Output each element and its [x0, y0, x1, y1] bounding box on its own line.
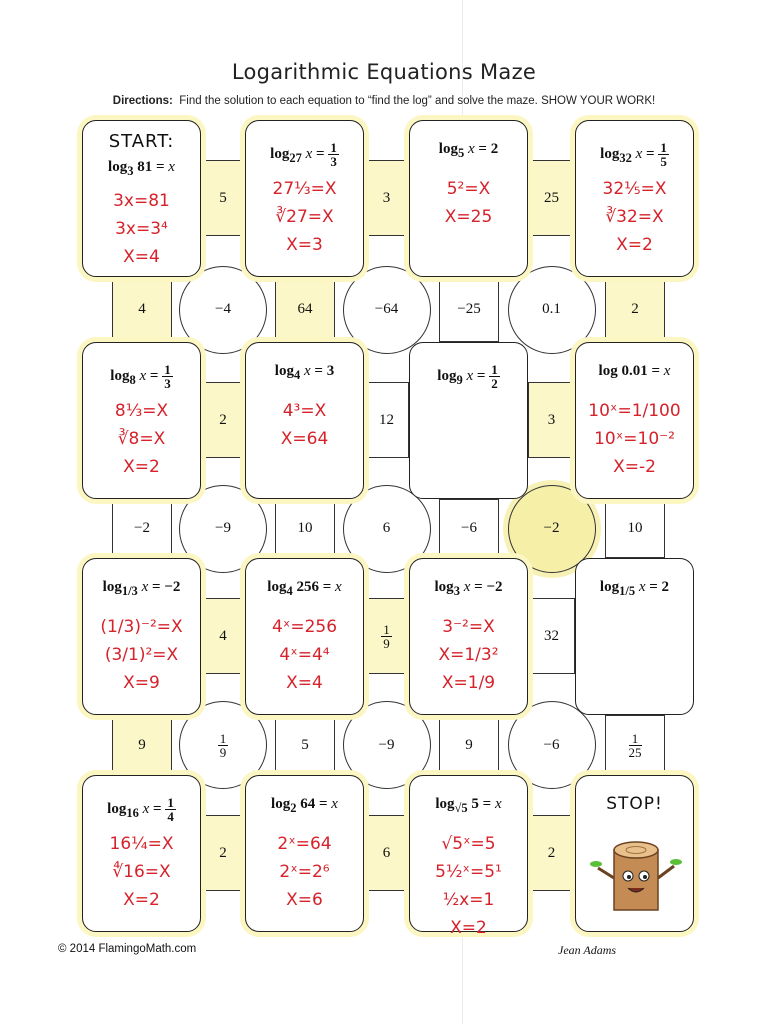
work-line: 4ˣ=256 [271, 617, 338, 637]
work-line: ½x=1 [442, 890, 495, 910]
equation-box[interactable] [82, 775, 201, 932]
work-line: √5ˣ=5 [441, 834, 496, 854]
work-line: 8⅓=X [114, 401, 169, 421]
handwritten-work [91, 830, 192, 914]
connector-answer[interactable]: −6 [439, 499, 499, 558]
work-line: 2ˣ=2⁶ [279, 862, 330, 882]
connector-answer[interactable]: 10 [275, 499, 335, 558]
work-line: 5½ˣ=5¹ [435, 862, 502, 882]
handwritten-work [418, 175, 519, 231]
equation: $\log_2 64 = x$ [271, 796, 338, 815]
connector-answer[interactable]: −25 [439, 277, 499, 342]
log-character-icon [586, 828, 686, 918]
handwritten-work [418, 830, 519, 942]
author: Jean Adams [558, 943, 617, 957]
work-line: 10ˣ=1/100 [588, 401, 681, 421]
connector-answer[interactable]: 9 [112, 715, 172, 775]
connector-answer[interactable]: 5 [201, 160, 245, 236]
work-line: X=4 [286, 673, 323, 693]
equation-box[interactable] [409, 120, 528, 277]
circle-answer[interactable]: −6 [508, 701, 596, 789]
circle-answer[interactable]: −2 [508, 485, 596, 573]
work-line: (3/1)²=X [104, 645, 179, 665]
circle-answer[interactable]: 6 [343, 485, 431, 573]
work-line: 4³=X [282, 401, 327, 421]
connector-answer[interactable]: 6 [364, 815, 409, 891]
connector-answer[interactable]: 4 [112, 277, 172, 342]
work-line: 4ˣ=4⁴ [279, 645, 330, 665]
stop-label: STOP! [606, 794, 663, 814]
work-line: X=2 [123, 890, 160, 910]
equation-box[interactable] [82, 342, 201, 499]
equation-box[interactable] [245, 558, 364, 715]
connector-answer[interactable]: 9 [439, 715, 499, 775]
equation: $\log_{1/3} x = -2$ [102, 579, 181, 598]
circle-answer[interactable]: −4 [179, 266, 267, 354]
work-line: 27⅓=X [272, 179, 337, 199]
equation-box[interactable] [82, 120, 201, 277]
work-line: X=1/3² [438, 645, 499, 665]
equation: log 0.01 = x [598, 363, 671, 379]
work-line: X=2 [616, 235, 653, 255]
work-line: 32⅕=X [602, 179, 667, 199]
page-title: Logarithmic Equations Maze [231, 60, 537, 84]
equation-box[interactable] [409, 775, 528, 938]
work-line: X=1/9 [441, 673, 496, 693]
circle-answer[interactable]: $\frac{1}{9}$ [179, 701, 267, 789]
work-line: 3x=81 [113, 191, 170, 211]
equation-box[interactable] [575, 558, 694, 715]
stop-box[interactable] [575, 775, 694, 932]
work-line: 5²=X [446, 179, 491, 199]
connector-answer[interactable]: 12 [364, 382, 409, 458]
connector-answer[interactable]: 5 [275, 715, 335, 775]
connector-answer[interactable]: 64 [275, 277, 335, 342]
handwritten-work [91, 397, 192, 481]
connector-answer[interactable]: −2 [112, 499, 172, 558]
connector-answer[interactable]: 3 [364, 160, 409, 236]
equation-box[interactable] [575, 120, 694, 277]
work-line: ∛8=X [117, 429, 166, 449]
equation: $\log_{16} x$ = $\frac{1}{4}$ [107, 795, 174, 824]
work-line: X=2 [450, 918, 487, 938]
equation: $\log_9 x$ = $\frac{1}{2}$ [437, 362, 498, 391]
equation-box[interactable] [245, 120, 364, 277]
work-line: (1/3)⁻²=X [100, 617, 183, 637]
handwritten-work [254, 397, 355, 453]
equation-box[interactable] [409, 342, 528, 499]
circle-answer[interactable]: −9 [179, 485, 267, 573]
connector-answer[interactable]: 2 [528, 815, 575, 891]
work-line: 3⁻²=X [442, 617, 495, 637]
copyright: © 2014 FlamingoMath.com [58, 943, 197, 955]
connector-answer[interactable]: $\frac{1}{9}$ [364, 598, 409, 674]
connector-answer[interactable]: 32 [528, 598, 575, 674]
work-line: X=6 [286, 890, 323, 910]
work-line: X=9 [123, 673, 160, 693]
handwritten-work [584, 397, 685, 481]
work-line: X=64 [280, 429, 329, 449]
equation: $\log_5 x = 2$ [438, 141, 499, 160]
connector-answer[interactable]: 2 [201, 382, 245, 458]
equation: $\log_{1/5} x = 2$ [599, 579, 670, 598]
equation: $\log_4 256 = x$ [267, 579, 342, 598]
work-line: 16¼=X [109, 834, 174, 854]
connector-answer[interactable]: 2 [201, 815, 245, 891]
equation-box[interactable] [82, 558, 201, 715]
connector-answer[interactable]: 10 [605, 499, 665, 558]
connector-answer[interactable]: $\frac{1}{25}$ [605, 715, 665, 775]
handwritten-work [254, 613, 355, 697]
equation-box[interactable] [409, 558, 528, 715]
connector-answer[interactable]: 4 [201, 598, 245, 674]
equation: $\log_{27} x$ = $\frac{1}{3}$ [270, 140, 337, 169]
equation: $\log_{√5} 5 = x$ [435, 796, 502, 815]
work-line: ∛32=X [605, 207, 664, 227]
handwritten-work [254, 830, 355, 914]
work-line: ∛27=X [275, 207, 334, 227]
work-line: X=25 [444, 207, 493, 227]
work-line: 10ˣ=10⁻² [594, 429, 675, 449]
work-line: X=-2 [613, 457, 656, 477]
circle-answer[interactable]: 0.1 [508, 266, 596, 354]
circle-answer[interactable]: −9 [343, 701, 431, 789]
equation-box[interactable] [575, 342, 694, 499]
work-line: X=2 [123, 457, 160, 477]
equation-box[interactable] [245, 775, 364, 932]
connector-answer[interactable]: 3 [528, 382, 575, 458]
work-line: ∜16=X [112, 862, 171, 882]
equation: $\log_8 x$ = $\frac{1}{3}$ [110, 362, 171, 391]
handwritten-work [254, 175, 355, 259]
work-line: 3x=3⁴ [115, 219, 168, 239]
work-line: X=4 [123, 247, 160, 267]
start-label: START: [108, 131, 175, 152]
connector-answer[interactable]: 2 [605, 277, 665, 342]
directions-text: Find the solution to each equation to “find the log” and solve the maze. SHOW YOUR WORK! [179, 95, 656, 107]
handwritten-work [91, 187, 192, 271]
directions-label: Directions: [112, 95, 173, 107]
equation: $\log_3 x = -2$ [434, 579, 503, 598]
work-line: X=3 [286, 235, 323, 255]
handwritten-work [91, 613, 192, 697]
handwritten-work [584, 175, 685, 259]
connector-answer[interactable]: 25 [528, 160, 575, 236]
equation-box[interactable] [245, 342, 364, 499]
work-line: 2ˣ=64 [277, 834, 332, 854]
handwritten-work [418, 613, 519, 697]
equation: $\log_3 81 = x$ [108, 159, 175, 178]
equation: $\log_{32} x$ = $\frac{1}{5}$ [600, 140, 667, 169]
circle-answer[interactable]: −64 [343, 266, 431, 354]
equation: $\log_4 x = 3$ [274, 363, 335, 382]
